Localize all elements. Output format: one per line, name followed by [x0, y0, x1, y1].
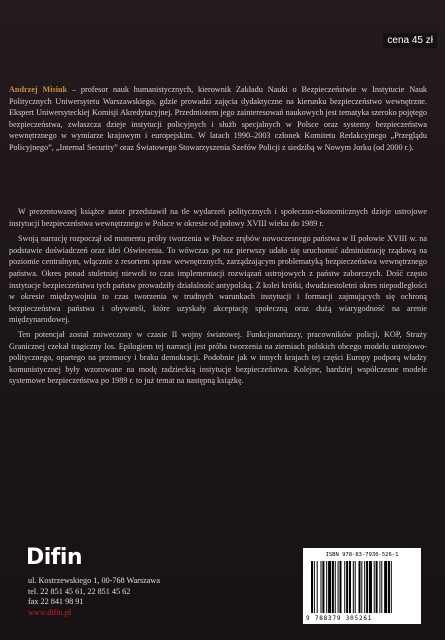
barcode-bar	[379, 561, 380, 613]
publisher-info	[28, 576, 228, 618]
barcode-bar	[338, 561, 339, 613]
description-paragraph: Ten potencjał został zniweczony w czasie II wojny światowej. Funkcjonariuszy, pracowników policji, KOP, Straży Granicznej czekał tragiczny los. Epilogiem tej narracji jest próba tworzenia na ziemiach polskich obcego modelu ustrojowo-politycznego, opartego na przemocy i braku demokracji. Podobnie jak w innych krajach tej części Europy podporą władzy komunistycznej były wzorowane na modę radzieckią instytucje bezpieczeństwa. Kolejne, bardziej współczesne modele systemowe bezpieczeństwa po 1989 r. to już temat na następną książkę.	[9, 329, 427, 386]
barcode-bar	[321, 561, 322, 613]
publisher-address: ul. Kostrzewskiego 1, 00-768 Warszawa	[28, 576, 160, 585]
barcode-digits: 9 788379 305261	[306, 615, 373, 622]
publisher-fax: fax 22 841 98 91	[28, 597, 84, 607]
publisher-logo: Difin	[26, 545, 83, 570]
barcode-bar	[340, 561, 342, 613]
barcode-bar	[388, 561, 390, 613]
barcode-bar	[349, 561, 351, 613]
author-bio-text: – profesor nauk humanistycznych, kierownik Zakładu Nauki o Bezpieczeństwie w Instytucie Nauk Politycznych Uniwersytetu Warszawskiego, gdzie prowadzi zajęcia dydaktyczne na kierunku bezpieczeństwo wewnętrzne. Ekspert Uniwersyteckiej Komisji Akredytacyjnej. Przedmiotem jego zainteresowań naukowych jest tematyka szeroko pojętego bezpieczeństwa, zwłaszcza dzieje instytucji policyjnych i służb specjalnych w Polsce oraz systemy bezpieczeństwa wewnętrznego w wymiarze krajowym i europejskim. W latach 1990–2003 członek Komitetu Redakcyjnego „Przeglądu Policyjnego”, „Internal Security” oraz Światowego Stowarzyszenia Szefów Policji z siedzibą w Nowym Jorku (od 2000 r.).	[9, 85, 428, 152]
barcode-bar	[355, 561, 356, 613]
description-paragraph: W prezentowanej książce autor przedstawił na tle wydarzeń politycznych i społeczno-ekonomicznych dzieje ustrojowe instytucji bezpieczeństwa wewnętrznego w Polsce w okresie od połowy XVIII wieku do 1989 r.	[9, 207, 427, 228]
barcode-bar	[332, 561, 334, 613]
barcode-bar	[311, 561, 313, 613]
barcode-bar	[361, 561, 362, 613]
barcode-bar	[369, 561, 372, 613]
barcode-bar	[384, 561, 387, 613]
barcode-bar	[317, 561, 318, 613]
price-label: cena 45 zł	[383, 33, 437, 48]
barcode-bar	[344, 561, 345, 613]
barcode-bar	[376, 561, 378, 613]
barcode-bar	[353, 561, 354, 613]
barcode-bar	[314, 561, 315, 613]
barcode-bar	[335, 561, 336, 613]
description-paragraph: Swoją narrację rozpoczął od momentu próby tworzenia w Polsce zrębów nowoczesnego państwa w II połowie XVIII w. na podstawie doświadczeń oraz idei Oświecenia. To wówczas po raz pierwszy udało się uruchomić administrację rządową na poziomie centralnym, włącznie z resortem spraw wewnętrznych, zarządzającym problematyką bezpieczeństwa wewnętrznego państwa. Okres ponad stuletniej niewoli to czas implementacji rozwiązań ustrojowych z państw zaborczych. Dość często instytucje bezpieczeństwa tych państw prowadziły działalność antypolską. Z kolei krótki, dwudziestoletni okres niepodległości w okresie międzywojnia to czas tworzenia w trudnych warunkach instytucji i formacji zajmujących się ochroną bezpieczeństwa państwa i obywateli, które uzyskały akceptację społeczną oraz dużą wiarygodność na arenie międzynarodowej.	[9, 234, 427, 325]
barcode-bar	[326, 561, 327, 613]
barcode-bar	[322, 561, 324, 613]
author-bio	[9, 84, 427, 154]
barcode-bar	[366, 561, 368, 613]
isbn-number: ISBN 978-83-7930-526-1	[325, 552, 399, 558]
book-description	[9, 206, 427, 390]
barcode-bar	[359, 561, 361, 613]
barcode-bar	[391, 561, 392, 613]
publisher-phone: tel. 22 851 45 61, 22 851 45 62	[28, 586, 131, 596]
barcode-bar	[381, 561, 382, 613]
barcode-bar	[346, 561, 348, 613]
barcode-bar	[328, 561, 331, 613]
publisher-website: www.difin.pl	[28, 607, 72, 617]
barcode-bar	[364, 561, 365, 613]
barcode-bars-icon	[311, 561, 413, 613]
isbn-barcode	[303, 548, 421, 624]
barcode-bar	[374, 561, 375, 613]
author-name: Andrzej Misiuk	[9, 85, 68, 94]
